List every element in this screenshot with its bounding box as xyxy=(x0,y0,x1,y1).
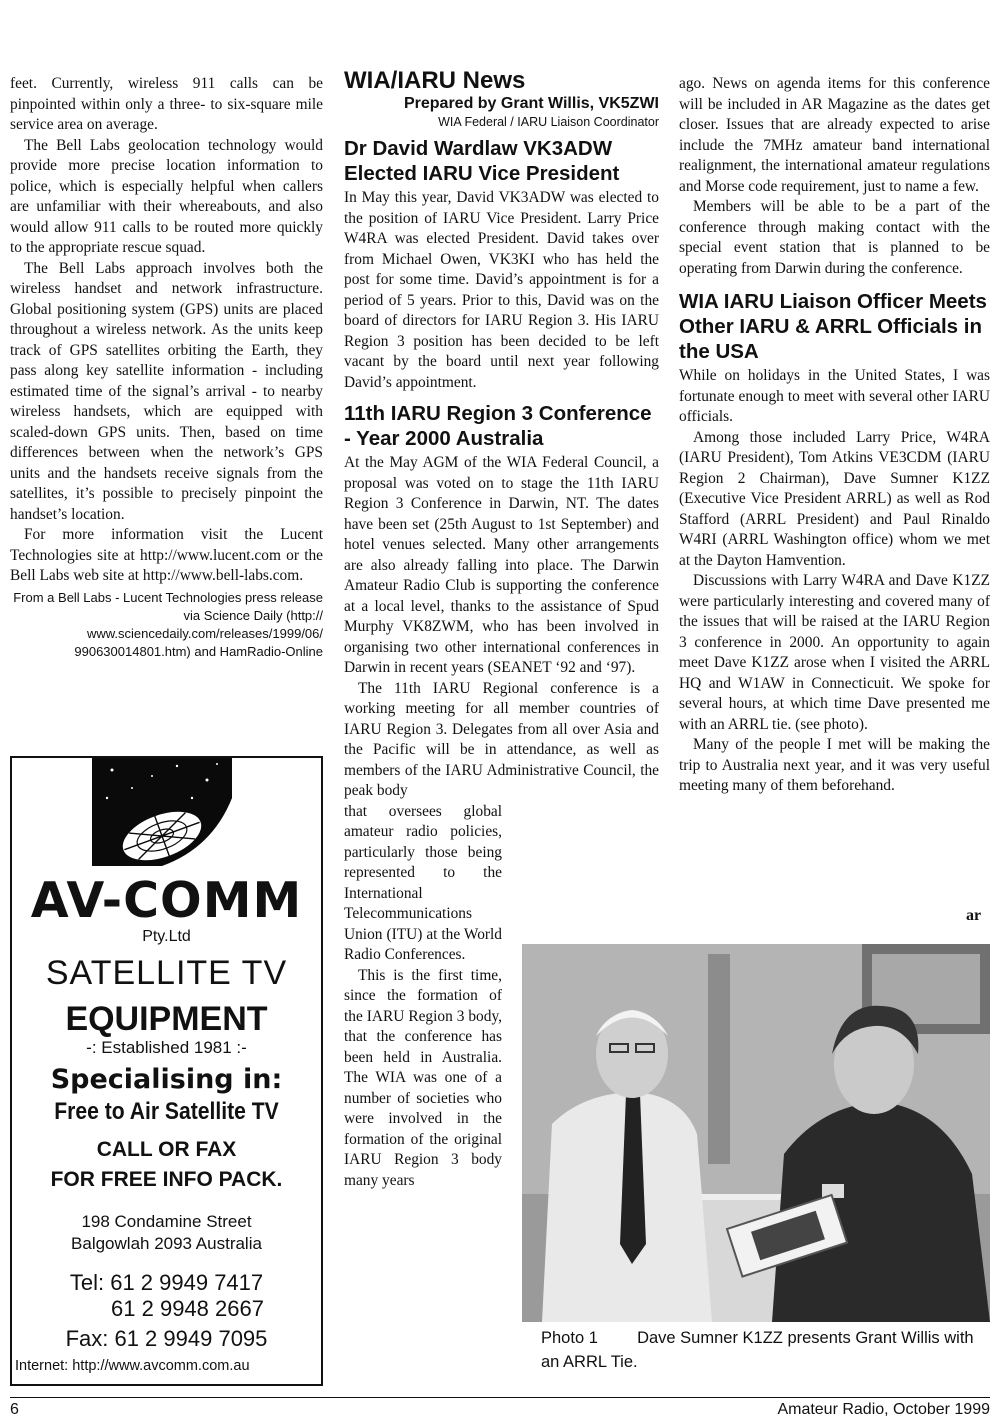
ad-headline: SATELLITE TV xyxy=(45,954,288,992)
ad-call-to-action: FOR FREE INFO PACK. xyxy=(50,1168,283,1191)
ad-specialty: Free to Air Satellite TV xyxy=(54,1098,279,1125)
ad-established: -: Established 1981 :- xyxy=(86,1038,247,1057)
article-paragraph: In May this year, David VK3ADW was elected to the position of IARU Vice President. Larry Price W4RA was elected President. David takes over from Michael Owen, VK3KI who has held the post for some time. David’s appointment is for a period of 5 years. Prior to this, David was on the board of directors for IARU Region 3. His IARU Region 3 position has been decided to be left vacant by the board until next year following David’s appointment. xyxy=(344,189,659,391)
source-credit: From a Bell Labs - Lucent Technologies press release via Science Daily (http:// www.sciencedaily.com/releases/1999/06/ 990630014801.htm) and HamRadio-Online xyxy=(13,589,323,659)
footer-rule xyxy=(10,1397,990,1398)
ad-telephone: Tel: 61 2 9949 7417 xyxy=(69,1270,264,1295)
end-of-article-mark: ar xyxy=(966,907,982,924)
article-paragraph: The 11th IARU Regional conference is a working meeting for all member countries of IARU Region 3. Delegates from all over Asia and the Pacific will be in attendance, as well as members of the IARU Administrative Council, the peak body xyxy=(344,679,659,799)
article-paragraph: feet. Currently, wireless 911 calls can be pinpointed within only a three- to six-square mile service area on average. xyxy=(10,75,323,133)
article-paragraph: Among those included Larry Price, W4RA (IARU President), Tom Atkins VE3CDM (IARU Region 2 Chairman), Dave Sumner K1ZZ (Executive Vice President ARRL) as well as Rod Stafford (ARRL President) and Paul Rinaldo W4RI (ARRL Washington office) whom we met at the Dayton Hamvention. xyxy=(679,428,990,569)
ad-fax: Fax: 61 2 9949 7095 xyxy=(65,1326,268,1351)
column-1 xyxy=(10,74,323,661)
article-paragraph: While on holidays in the United States, I was fortunate enough to meet with several other IARU officials. xyxy=(679,367,990,425)
ad-address: 198 Condamine Street xyxy=(81,1212,252,1231)
photo-label: Photo 1 xyxy=(541,1329,598,1347)
photo-caption-text: Dave Sumner K1ZZ presents Grant Willis with an ARRL Tie. xyxy=(541,1329,974,1371)
photo-illustration xyxy=(522,944,990,1322)
column-3 xyxy=(679,74,990,797)
byline-role: WIA Federal / IARU Liaison Coordinator xyxy=(438,115,659,129)
article-paragraph: ago. News on agenda items for this conference will be included in AR Magazine as the dates get closer. Issues that are already expected to arise include the 7MHz amateur band international realignment, the international amateur regulations and Morse code requirement, just to name a few. xyxy=(679,75,990,195)
article-heading: WIA IARU Liaison Officer Meets Other IARU & ARRL Officials in the USA xyxy=(679,290,987,363)
article-paragraph: Members will be able to be a part of the conference through making contact with the special event station that is planned to be operating from Darwin during the conference. xyxy=(679,198,990,277)
ad-call-to-action: CALL OR FAX xyxy=(96,1138,237,1161)
section-title: WIA/IARU News xyxy=(344,67,526,94)
photo-caption xyxy=(541,1326,981,1374)
article-paragraph: This is the first time, since the formation of the IARU Region 3 body, that the conference has been held in Australia. The WIA was one of a number of societies who were involved in the formation of the original IARU Region 3 body many years xyxy=(344,966,502,1189)
ad-telephone: 61 2 9948 2667 xyxy=(111,1296,264,1321)
ad-specialising: Specialising in: xyxy=(50,1064,283,1095)
page-number: 6 xyxy=(10,1401,19,1418)
publication-info: Amateur Radio, October 1999 xyxy=(777,1401,990,1418)
article-heading: 11th IARU Region 3 Conference - Year 2000 Australia xyxy=(344,402,652,450)
article-paragraph: At the May AGM of the WIA Federal Council, a proposal was voted on to stage the 11th IARU Region 3 Conference in Darwin, NT. The dates have been set (25th August to 1st September) and hotel venues selected. Many other arrangements are also already falling into place. The Darwin Amateur Radio Club is supporting the conference at a local level, thanks to the assistance of Spud Murphy VK8ZWM, who has been involved in organising two other international conferences in Darwin in recent years (SEANET ‘92 and ‘97). xyxy=(344,454,659,676)
photo-presentation xyxy=(522,944,990,1322)
av-comm-advertisement xyxy=(10,756,323,1386)
ad-address: Balgowlah 2093 Australia xyxy=(71,1234,262,1253)
ad-headline: EQUIPMENT xyxy=(65,1000,268,1038)
article-heading: Dr David Wardlaw VK3ADW Elected IARU Vice President xyxy=(344,137,620,185)
byline: Prepared by Grant Willis, VK5ZWI xyxy=(403,95,659,112)
article-paragraph: For more information visit the Lucent Technologies site at http://www.lucent.com or the Bell Labs web site at http://www.bell-labs.com. xyxy=(10,526,323,584)
article-paragraph: that oversees global amateur radio policies, particularly those being represented to the International Telecommunications Union (ITU) at the World Radio Conferences. xyxy=(344,802,502,963)
ad-brand: AV-COMM xyxy=(30,872,303,929)
satellite-dish-illustration xyxy=(12,758,321,868)
article-paragraph: The Bell Labs approach involves both the wireless handset and network infrastructure. Global positioning system (GPS) units are placed throughout a wireless network. As the units keep track of GPS satellites orbiting the Earth, they pass along key satellite information - including estimated time of the signal’s arrival - to nearby wireless handsets, which are equipped with scaled-down GPS units. Then, based on time differences between when the network’s GPS units and the handsets receive signals from the satellites, it’s possible to precisely pinpoint the handset’s location. xyxy=(10,259,323,523)
ad-company-suffix: Pty.Ltd xyxy=(142,928,191,945)
article-paragraph: Many of the people I met will be making the trip to Australia next year, and it was very useful meeting many of them beforehand. xyxy=(679,736,990,794)
article-paragraph: Discussions with Larry W4RA and Dave K1ZZ were particularly interesting and covered many of the issues that will be raised at the IARU Region 3 conference in 2000. An opportunity to again meet Dave K1ZZ arose when I visited the ARRL HQ and W1AW in Connecticuit. We spoke for several hours, at which time Dave presented me with an ARRL tie. (see photo). xyxy=(679,572,990,733)
ad-website: Internet: http://www.avcomm.com.au xyxy=(15,1358,250,1374)
article-paragraph: The Bell Labs geolocation technology would provide more precise location information to police, which is especially helpful when callers are unfamiliar with their whereabouts, and also would allow 911 calls to be routed more quickly to the appropriate rescue squad. xyxy=(10,136,323,256)
